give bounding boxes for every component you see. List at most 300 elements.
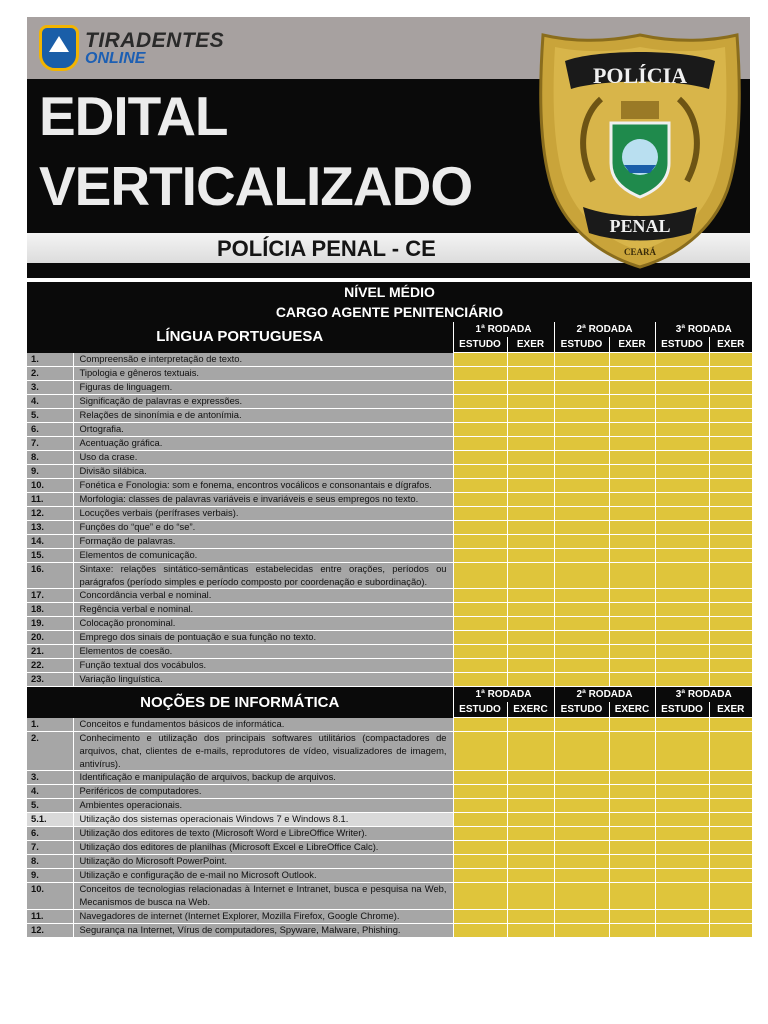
progress-checkbox-cell[interactable]: [609, 799, 655, 813]
progress-checkbox-cell[interactable]: [655, 659, 709, 673]
brand-logo: [39, 25, 224, 71]
progress-checkbox-cell[interactable]: [554, 423, 609, 437]
progress-checkbox-cell[interactable]: [709, 423, 752, 437]
progress-checkbox-cell[interactable]: [507, 563, 554, 589]
progress-checkbox-cell[interactable]: [609, 493, 655, 507]
progress-checkbox-cell[interactable]: [453, 603, 507, 617]
syllabus-row: [27, 909, 752, 923]
progress-checkbox-cell[interactable]: [709, 883, 752, 909]
item-topic: Periféricos de computadores.: [73, 785, 453, 799]
progress-checkbox-cell[interactable]: [453, 549, 507, 563]
column-header: EXER: [507, 337, 554, 353]
progress-checkbox-cell[interactable]: [507, 381, 554, 395]
progress-checkbox-cell[interactable]: [554, 869, 609, 883]
progress-checkbox-cell[interactable]: [554, 883, 609, 909]
syllabus-row: [27, 813, 752, 827]
progress-checkbox-cell[interactable]: [655, 465, 709, 479]
item-number: 11.: [27, 909, 73, 923]
progress-checkbox-cell[interactable]: [609, 645, 655, 659]
item-number: 5.: [27, 409, 73, 423]
progress-checkbox-cell[interactable]: [453, 479, 507, 493]
column-header: ESTUDO: [554, 702, 609, 718]
progress-checkbox-cell[interactable]: [507, 589, 554, 603]
progress-checkbox-cell[interactable]: [709, 437, 752, 451]
round-header: 1ª RODADA: [453, 322, 554, 337]
progress-checkbox-cell[interactable]: [655, 631, 709, 645]
item-topic: Uso da crase.: [73, 451, 453, 465]
progress-checkbox-cell[interactable]: [655, 855, 709, 869]
progress-checkbox-cell[interactable]: [453, 535, 507, 549]
progress-checkbox-cell[interactable]: [453, 589, 507, 603]
progress-checkbox-cell[interactable]: [655, 785, 709, 799]
level-label: NÍVEL MÉDIO: [27, 282, 752, 302]
progress-checkbox-cell[interactable]: [655, 409, 709, 423]
column-header: ESTUDO: [453, 702, 507, 718]
syllabus-row: [27, 771, 752, 785]
syllabus-row: [27, 409, 752, 423]
item-topic: Elementos de coesão.: [73, 645, 453, 659]
progress-checkbox-cell[interactable]: [609, 923, 655, 937]
progress-checkbox-cell[interactable]: [507, 549, 554, 563]
position-label: CARGO AGENTE PENITENCIÁRIO: [27, 302, 752, 322]
progress-checkbox-cell[interactable]: [609, 353, 655, 367]
progress-checkbox-cell[interactable]: [453, 395, 507, 409]
progress-checkbox-cell[interactable]: [655, 718, 709, 732]
progress-checkbox-cell[interactable]: [507, 423, 554, 437]
progress-checkbox-cell[interactable]: [609, 785, 655, 799]
progress-checkbox-cell[interactable]: [609, 603, 655, 617]
progress-checkbox-cell[interactable]: [655, 507, 709, 521]
progress-checkbox-cell[interactable]: [554, 451, 609, 465]
item-topic: Fonética e Fonologia: som e fonema, encontros vocálicos e consonantais e dígrafos.: [73, 479, 453, 493]
progress-checkbox-cell[interactable]: [655, 799, 709, 813]
progress-checkbox-cell[interactable]: [453, 451, 507, 465]
syllabus-row: [27, 521, 752, 535]
progress-checkbox-cell[interactable]: [554, 535, 609, 549]
progress-checkbox-cell[interactable]: [709, 718, 752, 732]
progress-checkbox-cell[interactable]: [507, 451, 554, 465]
progress-checkbox-cell[interactable]: [507, 827, 554, 841]
progress-checkbox-cell[interactable]: [609, 451, 655, 465]
progress-checkbox-cell[interactable]: [655, 909, 709, 923]
progress-checkbox-cell[interactable]: [709, 367, 752, 381]
item-topic: Acentuação gráfica.: [73, 437, 453, 451]
progress-checkbox-cell[interactable]: [709, 409, 752, 423]
progress-checkbox-cell[interactable]: [554, 409, 609, 423]
item-number: 20.: [27, 631, 73, 645]
progress-checkbox-cell[interactable]: [655, 923, 709, 937]
progress-checkbox-cell[interactable]: [609, 732, 655, 771]
item-number: 4.: [27, 395, 73, 409]
progress-checkbox-cell[interactable]: [609, 827, 655, 841]
progress-checkbox-cell[interactable]: [609, 631, 655, 645]
progress-checkbox-cell[interactable]: [507, 673, 554, 687]
progress-checkbox-cell[interactable]: [609, 813, 655, 827]
progress-checkbox-cell[interactable]: [655, 479, 709, 493]
progress-checkbox-cell[interactable]: [453, 883, 507, 909]
progress-checkbox-cell[interactable]: [453, 521, 507, 535]
progress-checkbox-cell[interactable]: [609, 673, 655, 687]
progress-checkbox-cell[interactable]: [453, 841, 507, 855]
progress-checkbox-cell[interactable]: [554, 631, 609, 645]
item-topic: Significação de palavras e expressões.: [73, 395, 453, 409]
item-topic: Tipologia e gêneros textuais.: [73, 367, 453, 381]
progress-checkbox-cell[interactable]: [554, 771, 609, 785]
item-topic: Segurança na Internet, Vírus de computadores, Spyware, Malware, Phishing.: [73, 923, 453, 937]
progress-checkbox-cell[interactable]: [609, 771, 655, 785]
progress-checkbox-cell[interactable]: [655, 367, 709, 381]
progress-checkbox-cell[interactable]: [453, 673, 507, 687]
progress-checkbox-cell[interactable]: [507, 507, 554, 521]
progress-checkbox-cell[interactable]: [507, 799, 554, 813]
progress-checkbox-cell[interactable]: [507, 535, 554, 549]
column-header: EXER: [709, 702, 752, 718]
policia-penal-badge-icon: [537, 31, 743, 271]
progress-checkbox-cell[interactable]: [709, 507, 752, 521]
progress-checkbox-cell[interactable]: [709, 799, 752, 813]
item-topic: Colocação pronominal.: [73, 617, 453, 631]
progress-checkbox-cell[interactable]: [655, 589, 709, 603]
progress-checkbox-cell[interactable]: [655, 521, 709, 535]
progress-checkbox-cell[interactable]: [709, 923, 752, 937]
progress-checkbox-cell[interactable]: [709, 869, 752, 883]
progress-checkbox-cell[interactable]: [655, 493, 709, 507]
progress-checkbox-cell[interactable]: [655, 645, 709, 659]
progress-checkbox-cell[interactable]: [609, 507, 655, 521]
progress-checkbox-cell[interactable]: [507, 813, 554, 827]
progress-checkbox-cell[interactable]: [554, 549, 609, 563]
syllabus-row: [27, 799, 752, 813]
syllabus-row: [27, 785, 752, 799]
syllabus-row: [27, 589, 752, 603]
progress-checkbox-cell[interactable]: [609, 381, 655, 395]
item-topic: Utilização dos editores de planilhas (Microsoft Excel e LibreOffice Calc).: [73, 841, 453, 855]
progress-checkbox-cell[interactable]: [655, 827, 709, 841]
syllabus-row: [27, 718, 752, 732]
progress-checkbox-cell[interactable]: [554, 479, 609, 493]
progress-checkbox-cell[interactable]: [453, 799, 507, 813]
brand-shield-icon: [39, 25, 79, 71]
progress-checkbox-cell[interactable]: [709, 827, 752, 841]
item-topic: Ambientes operacionais.: [73, 799, 453, 813]
progress-checkbox-cell[interactable]: [507, 659, 554, 673]
progress-checkbox-cell[interactable]: [655, 603, 709, 617]
progress-checkbox-cell[interactable]: [655, 673, 709, 687]
progress-checkbox-cell[interactable]: [507, 395, 554, 409]
subtitle: POLÍCIA PENAL - CE: [217, 236, 436, 261]
progress-checkbox-cell[interactable]: [453, 785, 507, 799]
progress-checkbox-cell[interactable]: [453, 617, 507, 631]
progress-checkbox-cell[interactable]: [507, 353, 554, 367]
progress-checkbox-cell[interactable]: [507, 785, 554, 799]
progress-checkbox-cell[interactable]: [709, 603, 752, 617]
progress-checkbox-cell[interactable]: [453, 923, 507, 937]
progress-checkbox-cell[interactable]: [709, 589, 752, 603]
section-header-row: [27, 687, 752, 703]
round-header: 2ª RODADA: [554, 322, 655, 337]
progress-checkbox-cell[interactable]: [554, 827, 609, 841]
progress-checkbox-cell[interactable]: [655, 423, 709, 437]
syllabus-row: [27, 549, 752, 563]
progress-checkbox-cell[interactable]: [609, 617, 655, 631]
progress-checkbox-cell[interactable]: [709, 451, 752, 465]
item-number: 14.: [27, 535, 73, 549]
item-topic: Conceitos e fundamentos básicos de informática.: [73, 718, 453, 732]
progress-checkbox-cell[interactable]: [655, 395, 709, 409]
progress-checkbox-cell[interactable]: [453, 771, 507, 785]
progress-checkbox-cell[interactable]: [554, 659, 609, 673]
progress-checkbox-cell[interactable]: [655, 437, 709, 451]
progress-checkbox-cell[interactable]: [609, 855, 655, 869]
progress-checkbox-cell[interactable]: [709, 479, 752, 493]
progress-checkbox-cell[interactable]: [507, 771, 554, 785]
progress-checkbox-cell[interactable]: [554, 841, 609, 855]
progress-checkbox-cell[interactable]: [507, 617, 554, 631]
title-line-2: VERTICALIZADO: [39, 155, 473, 217]
progress-checkbox-cell[interactable]: [453, 381, 507, 395]
progress-checkbox-cell[interactable]: [709, 395, 752, 409]
item-topic: Sintaxe: relações sintático-semânticas estabelecidas entre orações, períodos ou parágrafos (período simples e período composto por coordenação e subordinação).: [73, 563, 453, 589]
progress-checkbox-cell[interactable]: [709, 645, 752, 659]
progress-checkbox-cell[interactable]: [453, 631, 507, 645]
progress-checkbox-cell[interactable]: [453, 659, 507, 673]
syllabus-row: [27, 507, 752, 521]
item-topic: Utilização do Microsoft PowerPoint.: [73, 855, 453, 869]
progress-checkbox-cell[interactable]: [554, 673, 609, 687]
progress-checkbox-cell[interactable]: [507, 923, 554, 937]
progress-checkbox-cell[interactable]: [453, 855, 507, 869]
progress-checkbox-cell[interactable]: [709, 465, 752, 479]
progress-checkbox-cell[interactable]: [507, 367, 554, 381]
progress-checkbox-cell[interactable]: [609, 718, 655, 732]
progress-checkbox-cell[interactable]: [453, 718, 507, 732]
progress-checkbox-cell[interactable]: [609, 423, 655, 437]
progress-checkbox-cell[interactable]: [507, 732, 554, 771]
progress-checkbox-cell[interactable]: [554, 563, 609, 589]
progress-checkbox-cell[interactable]: [655, 549, 709, 563]
progress-checkbox-cell[interactable]: [507, 493, 554, 507]
progress-checkbox-cell[interactable]: [609, 869, 655, 883]
item-topic: Emprego dos sinais de pontuação e sua função no texto.: [73, 631, 453, 645]
column-header: ESTUDO: [554, 337, 609, 353]
progress-checkbox-cell[interactable]: [507, 869, 554, 883]
item-number: 13.: [27, 521, 73, 535]
progress-checkbox-cell[interactable]: [655, 381, 709, 395]
progress-checkbox-cell[interactable]: [554, 909, 609, 923]
progress-checkbox-cell[interactable]: [655, 883, 709, 909]
progress-checkbox-cell[interactable]: [507, 521, 554, 535]
column-header: ESTUDO: [655, 702, 709, 718]
progress-checkbox-cell[interactable]: [609, 589, 655, 603]
item-topic: Conhecimento e utilização dos principais softwares utilitários (compactadores de arquivos, chat, clientes de e-mails, reprodutores de vídeo, visualizadores de imagem, antivírus).: [73, 732, 453, 771]
item-topic: Concordância verbal e nominal.: [73, 589, 453, 603]
progress-checkbox-cell[interactable]: [609, 479, 655, 493]
progress-checkbox-cell[interactable]: [554, 718, 609, 732]
item-number: 3.: [27, 381, 73, 395]
item-number: 15.: [27, 549, 73, 563]
progress-checkbox-cell[interactable]: [609, 437, 655, 451]
progress-checkbox-cell[interactable]: [453, 732, 507, 771]
item-number: 10.: [27, 479, 73, 493]
progress-checkbox-cell[interactable]: [453, 827, 507, 841]
item-number: 9.: [27, 869, 73, 883]
progress-checkbox-cell[interactable]: [507, 718, 554, 732]
progress-checkbox-cell[interactable]: [453, 813, 507, 827]
progress-checkbox-cell[interactable]: [554, 645, 609, 659]
progress-checkbox-cell[interactable]: [554, 465, 609, 479]
progress-checkbox-cell[interactable]: [609, 409, 655, 423]
progress-checkbox-cell[interactable]: [554, 617, 609, 631]
progress-checkbox-cell[interactable]: [453, 507, 507, 521]
progress-checkbox-cell[interactable]: [709, 617, 752, 631]
progress-checkbox-cell[interactable]: [507, 909, 554, 923]
item-number: 2.: [27, 367, 73, 381]
progress-checkbox-cell[interactable]: [507, 437, 554, 451]
progress-checkbox-cell[interactable]: [453, 645, 507, 659]
progress-checkbox-cell[interactable]: [709, 535, 752, 549]
progress-checkbox-cell[interactable]: [507, 855, 554, 869]
progress-checkbox-cell[interactable]: [655, 771, 709, 785]
progress-checkbox-cell[interactable]: [507, 603, 554, 617]
item-number: 8.: [27, 855, 73, 869]
syllabus-row: [27, 437, 752, 451]
syllabus-row: [27, 645, 752, 659]
section-title: LÍNGUA PORTUGUESA: [27, 322, 453, 353]
progress-checkbox-cell[interactable]: [554, 923, 609, 937]
progress-checkbox-cell[interactable]: [655, 451, 709, 465]
progress-checkbox-cell[interactable]: [609, 883, 655, 909]
item-topic: Formação de palavras.: [73, 535, 453, 549]
progress-checkbox-cell[interactable]: [453, 423, 507, 437]
progress-checkbox-cell[interactable]: [709, 493, 752, 507]
progress-checkbox-cell[interactable]: [554, 493, 609, 507]
progress-checkbox-cell[interactable]: [609, 659, 655, 673]
syllabus-row: [27, 841, 752, 855]
progress-checkbox-cell[interactable]: [507, 883, 554, 909]
progress-checkbox-cell[interactable]: [609, 549, 655, 563]
progress-checkbox-cell[interactable]: [655, 813, 709, 827]
item-topic: Utilização dos editores de texto (Microsoft Word e LibreOffice Writer).: [73, 827, 453, 841]
progress-checkbox-cell[interactable]: [453, 437, 507, 451]
page-header: [27, 17, 750, 278]
progress-checkbox-cell[interactable]: [554, 381, 609, 395]
progress-checkbox-cell[interactable]: [554, 437, 609, 451]
progress-checkbox-cell[interactable]: [554, 589, 609, 603]
item-number: 1.: [27, 718, 73, 732]
progress-checkbox-cell[interactable]: [709, 673, 752, 687]
progress-checkbox-cell[interactable]: [609, 465, 655, 479]
syllabus-row: [27, 493, 752, 507]
progress-checkbox-cell[interactable]: [554, 813, 609, 827]
progress-checkbox-cell[interactable]: [507, 479, 554, 493]
progress-checkbox-cell[interactable]: [554, 855, 609, 869]
progress-checkbox-cell[interactable]: [554, 395, 609, 409]
progress-checkbox-cell[interactable]: [655, 617, 709, 631]
item-topic: Variação linguística.: [73, 673, 453, 687]
progress-checkbox-cell[interactable]: [709, 659, 752, 673]
item-topic: Utilização dos sistemas operacionais Windows 7 e Windows 8.1.: [73, 813, 453, 827]
syllabus-row: [27, 465, 752, 479]
item-number: 18.: [27, 603, 73, 617]
progress-checkbox-cell[interactable]: [709, 732, 752, 771]
progress-checkbox-cell[interactable]: [453, 909, 507, 923]
progress-checkbox-cell[interactable]: [453, 409, 507, 423]
progress-checkbox-cell[interactable]: [709, 353, 752, 367]
item-number: 12.: [27, 507, 73, 521]
progress-checkbox-cell[interactable]: [655, 353, 709, 367]
progress-checkbox-cell[interactable]: [507, 409, 554, 423]
progress-checkbox-cell[interactable]: [709, 549, 752, 563]
progress-checkbox-cell[interactable]: [453, 869, 507, 883]
progress-checkbox-cell[interactable]: [609, 563, 655, 589]
column-header: ESTUDO: [655, 337, 709, 353]
section-title: NOÇÕES DE INFORMÁTICA: [27, 687, 453, 718]
progress-checkbox-cell[interactable]: [655, 841, 709, 855]
progress-checkbox-cell[interactable]: [609, 367, 655, 381]
progress-checkbox-cell[interactable]: [709, 785, 752, 799]
progress-checkbox-cell[interactable]: [453, 563, 507, 589]
progress-checkbox-cell[interactable]: [709, 771, 752, 785]
progress-checkbox-cell[interactable]: [554, 799, 609, 813]
progress-checkbox-cell[interactable]: [554, 785, 609, 799]
progress-checkbox-cell[interactable]: [554, 603, 609, 617]
progress-checkbox-cell[interactable]: [507, 841, 554, 855]
round-header: 3ª RODADA: [655, 687, 752, 703]
progress-checkbox-cell[interactable]: [655, 535, 709, 549]
progress-checkbox-cell[interactable]: [609, 395, 655, 409]
progress-checkbox-cell[interactable]: [709, 631, 752, 645]
item-number: 16.: [27, 563, 73, 589]
progress-checkbox-cell[interactable]: [709, 521, 752, 535]
progress-checkbox-cell[interactable]: [609, 841, 655, 855]
progress-checkbox-cell[interactable]: [609, 535, 655, 549]
progress-checkbox-cell[interactable]: [709, 381, 752, 395]
progress-checkbox-cell[interactable]: [709, 855, 752, 869]
progress-checkbox-cell[interactable]: [709, 813, 752, 827]
progress-checkbox-cell[interactable]: [609, 909, 655, 923]
progress-checkbox-cell[interactable]: [507, 465, 554, 479]
progress-checkbox-cell[interactable]: [655, 869, 709, 883]
progress-checkbox-cell[interactable]: [554, 353, 609, 367]
progress-checkbox-cell[interactable]: [453, 493, 507, 507]
svg-text:POLÍCIA: POLÍCIA: [592, 63, 688, 88]
progress-checkbox-cell[interactable]: [453, 367, 507, 381]
syllabus-row: [27, 855, 752, 869]
item-number: 22.: [27, 659, 73, 673]
progress-checkbox-cell[interactable]: [709, 841, 752, 855]
progress-checkbox-cell[interactable]: [709, 563, 752, 589]
progress-checkbox-cell[interactable]: [507, 645, 554, 659]
section-header-row: [27, 322, 752, 337]
progress-checkbox-cell[interactable]: [655, 732, 709, 771]
progress-checkbox-cell[interactable]: [609, 521, 655, 535]
progress-checkbox-cell[interactable]: [554, 507, 609, 521]
title-line-1: EDITAL: [39, 85, 228, 147]
item-topic: Conceitos de tecnologias relacionadas à Internet e Intranet, busca e pesquisa na Web, Mecanismos de busca na Web.: [73, 883, 453, 909]
progress-checkbox-cell[interactable]: [453, 353, 507, 367]
progress-checkbox-cell[interactable]: [709, 909, 752, 923]
item-number: 17.: [27, 589, 73, 603]
progress-checkbox-cell[interactable]: [554, 521, 609, 535]
progress-checkbox-cell[interactable]: [554, 367, 609, 381]
progress-checkbox-cell[interactable]: [507, 631, 554, 645]
progress-checkbox-cell[interactable]: [453, 465, 507, 479]
round-header: 3ª RODADA: [655, 322, 752, 337]
progress-checkbox-cell[interactable]: [554, 732, 609, 771]
syllabus-row: [27, 535, 752, 549]
brand-name: TIRADENTES: [85, 28, 225, 52]
progress-checkbox-cell[interactable]: [655, 563, 709, 589]
